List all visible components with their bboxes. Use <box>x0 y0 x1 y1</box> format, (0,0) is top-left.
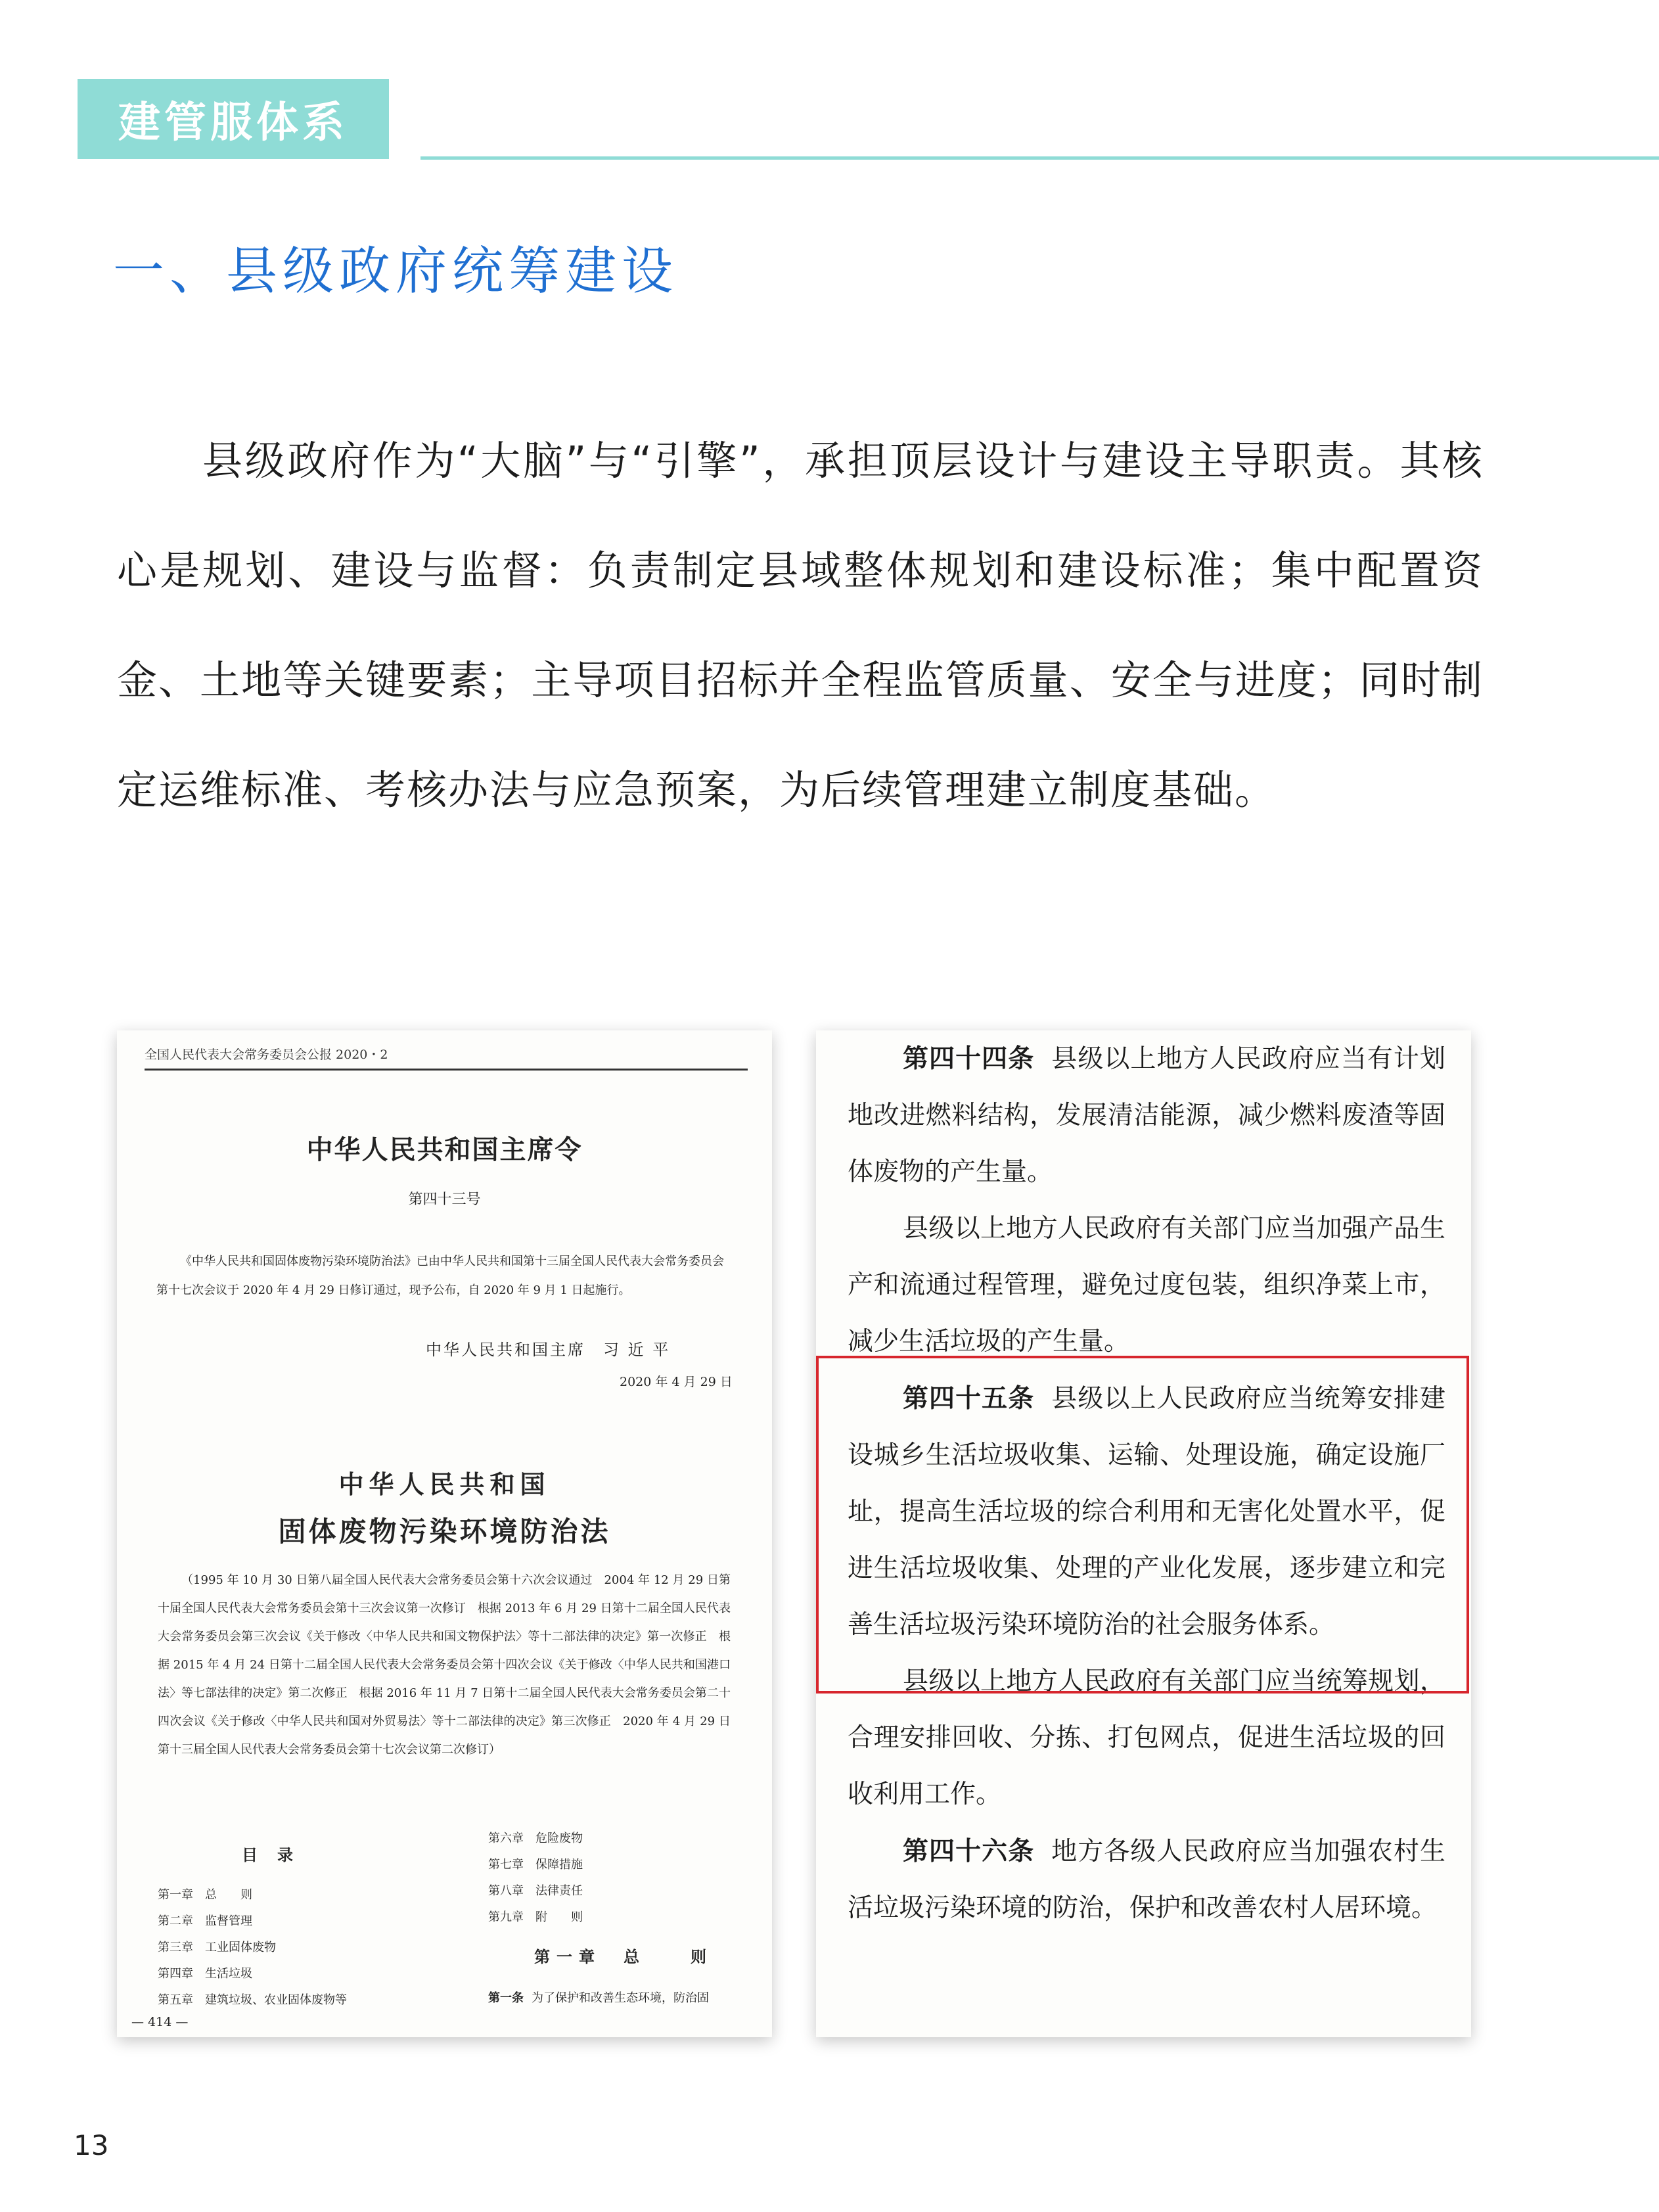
article-45-paragraph-2: 县级以上地方人民政府有关部门应当统筹规划，合理安排回收、分拣、打包网点，促进生活垃圾的回收利用工作。 <box>848 1667 1445 1809</box>
toc-item: 第三章 工业固体废物 <box>158 1941 276 1954</box>
law-document-page-left <box>117 1030 772 2037</box>
gazette-page-number: — 414 — <box>131 2015 189 2029</box>
section-tab-label: 建管服体系 <box>118 99 348 147</box>
header-divider <box>420 156 1659 160</box>
toc-item: 第一章 总 则 <box>158 1888 252 1902</box>
toc-right-column <box>488 1826 583 1931</box>
toc-left-column <box>158 1882 347 2014</box>
page-number: 13 <box>74 2129 109 2161</box>
article-46 <box>848 1823 1445 1937</box>
article-1-text: 为了保护和改善生态环境，防治固 <box>532 1991 709 2005</box>
article-45-highlight-box <box>816 1356 1469 1694</box>
article-44-label: 第四十四条 <box>903 1044 1035 1074</box>
order-number: 第四十三号 <box>408 1191 481 1208</box>
toc-item: 第六章 危险废物 <box>488 1832 583 1845</box>
law-document-page-right <box>816 1030 1471 2037</box>
order-note: 《中华人民共和国固体废物污染环境防治法》已由中华人民共和国第十三届全国人民代表大会常务委员会第十七次会议于 2020 年 4 月 29 日修订通过，现予公布，自 2020 年 9 月 1 日起施行。 <box>156 1255 724 1297</box>
article-44 <box>848 1030 1445 1201</box>
article-46-label: 第四十六条 <box>903 1836 1035 1866</box>
intro-paragraph: 县级政府作为“大脑”与“引擎”，承担顶层设计与建设主导职责。其核心是规划、建设与监督：负责制定县域整体规划和建设标准；集中配置资金、土地等关键要素；主导项目招标并全程监管质量、安全与进度；同时制定运维标准、考核办法与应急预案，为后续管理建立制度基础。 <box>117 438 1484 814</box>
article-44-text: 县级以上地方人民政府应当有计划地改进燃料结构，发展清洁能源，减少燃料废渣等固体废物的产生量。 <box>848 1044 1445 1187</box>
toc-item: 第九章 附 则 <box>488 1910 583 1924</box>
gazette-header: 全国人民代表大会常务委员会公报 2020・2 <box>145 1048 388 1062</box>
toc-item: 第四章 生活垃圾 <box>158 1967 252 1981</box>
section-title: 一、县级政府统筹建设 <box>113 242 679 301</box>
order-signer: 中华人民共和国主席 习 近 平 <box>426 1341 671 1359</box>
toc-item: 第八章 法律责任 <box>488 1884 583 1898</box>
presidential-order-title: 中华人民共和国主席令 <box>306 1134 583 1165</box>
article-46-text: 地方各级人民政府应当加强农村生活垃圾污染环境的防治，保护和改善农村人居环境。 <box>848 1837 1445 1923</box>
article-44-paragraph-2: 县级以上地方人民政府有关部门应当加强产品生产和流通过程管理，避免过度包装，组织净菜上市，减少生活垃圾的产生量。 <box>848 1214 1445 1356</box>
toc-item: 第五章 建筑垃圾、农业固体废物等 <box>158 1993 347 2007</box>
article-45-label: 第四十五条 <box>903 1383 1035 1414</box>
law-title-line-2: 固体废物污染环境防治法 <box>278 1515 611 1548</box>
toc-title: 目录 <box>242 1845 313 1864</box>
article-45-text: 县级以上人民政府应当统筹安排建设城乡生活垃圾收集、运输、处理设施，确定设施厂址，提高生活垃圾的综合利用和无害化处置水平，促进生活垃圾收集、处理的产业化发展，逐步建立和完善生活垃圾污染环境防治的社会服务体系。 <box>848 1384 1445 1640</box>
chapter-1-heading: 第一章 总 则 <box>534 1947 713 1966</box>
section-tab <box>78 79 389 159</box>
toc-item: 第二章 监督管理 <box>158 1914 252 1928</box>
law-title-line-1: 中华人民共和国 <box>338 1469 551 1499</box>
article-1 <box>488 1989 709 2006</box>
article-1-label: 第一条 <box>488 1991 524 2005</box>
law-revision-history: （1995 年 10 月 30 日第八届全国人民代表大会常务委员会第十六次会议通过 2004 年 12 月 29 日第十届全国人民代表大会常务委员会第十三次会议第一次修订 根据 2013 年 6 月 29 日第十二届全国人民代表大会常务委员会第三次会议《关于修改〈中华人民共和国文物保护法〉等十二部法律的决定》第一次修正 根据 2015 年 4 月 24 日第十二届全国人民代表大会常务委员会第十四次会议《关于修改〈中华人民共和国港口法〉等七部法律的决定》第二次修正 根据 2016 年 11 月 7 日第十二届全国人民代表大会常务委员会第二十四次会议《关于修改〈中华人民共和国对外贸易法〉等十二部法律的决定》第三次修正 2020 年 4 月 29 日第十三届全国人民代表大会常务委员会第十七次会议第二次修订） <box>158 1573 731 1757</box>
gazette-header-rule <box>145 1069 748 1071</box>
order-date: 2020 年 4 月 29 日 <box>620 1375 733 1389</box>
toc-item: 第七章 保障措施 <box>488 1858 583 1872</box>
